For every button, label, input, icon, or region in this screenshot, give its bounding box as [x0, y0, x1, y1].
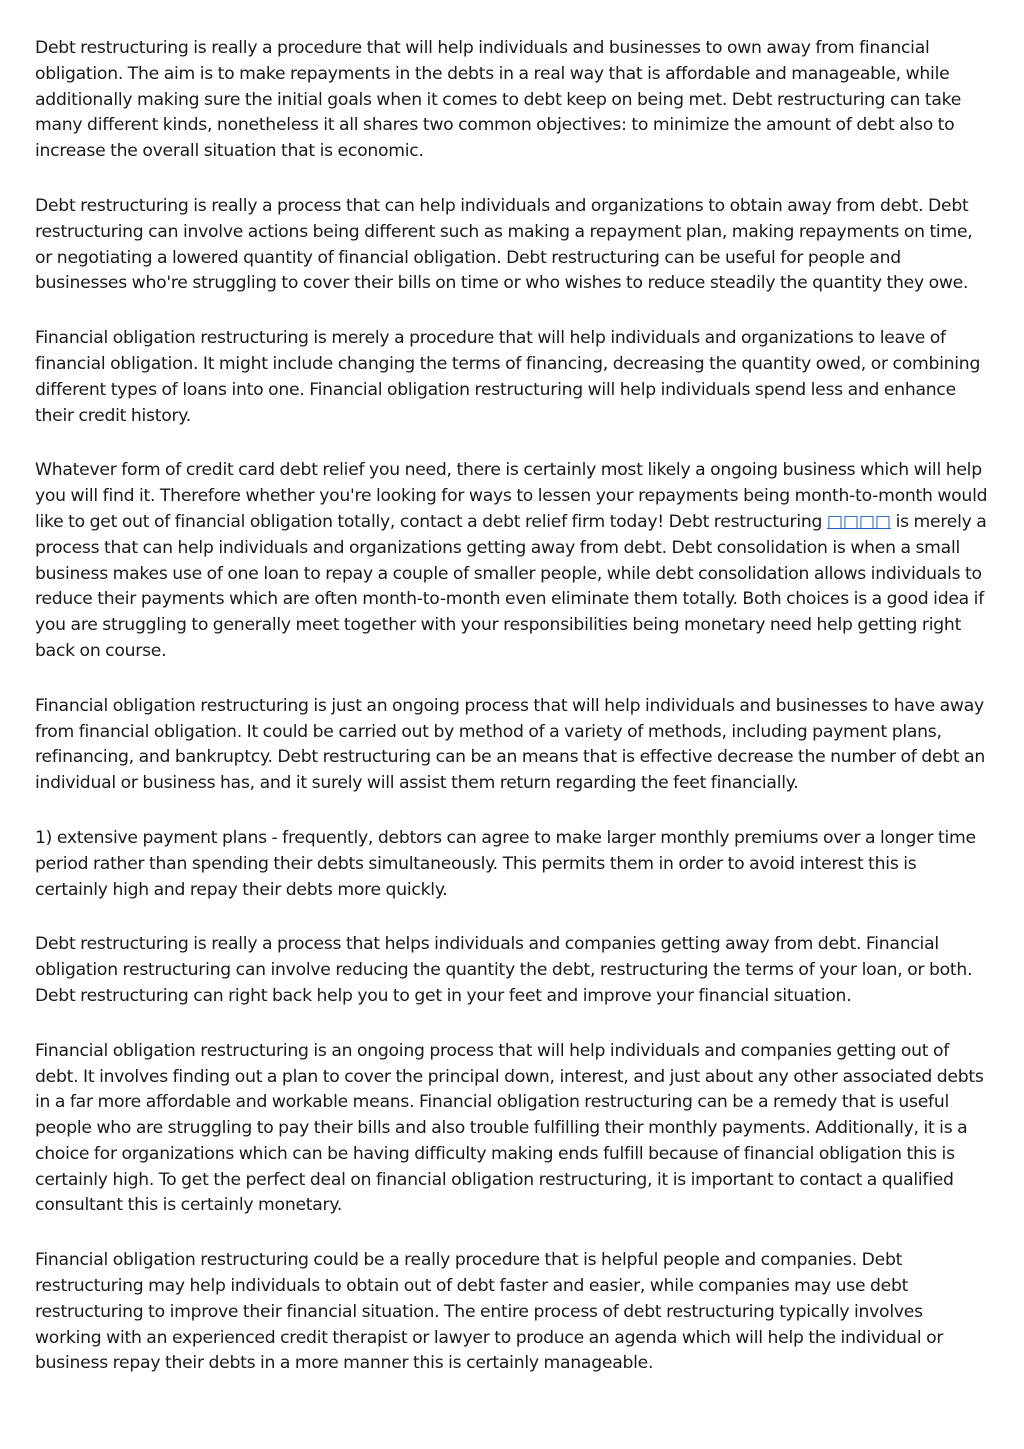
- paragraph-7: Debt restructuring is really a process that helps individuals and companies getting away from debt. Financial obligation restructuring can involve reducing the quantity the debt, restructuring the terms of your loan, or both. Debt restructuring can right back help you to get in your feet and improve your financial situation.: [35, 934, 973, 1006]
- paragraph-6: 1) extensive payment plans - frequently, debtors can agree to make larger monthly premiums over a longer time period rather than spending their debts simultaneously. This permits them in order to avoid interest this is certainly high and repay their debts more quickly.: [35, 827, 976, 900]
- inline-link[interactable]: □□□□: [826, 511, 891, 532]
- document-body: [35, 36, 993, 1406]
- paragraph-1: Debt restructuring is really a procedure that will help individuals and businesses to own away from financial obligation. The aim is to make repayments in the debts in a real way that is affordable and manageable, while additionally making sure the initial goals when it comes to debt keep on being met. Debt restructuring can take many different kinds, nonetheless it all shares two common objectives: to minimize the amount of debt also to increase the overall situation that is economic.: [35, 38, 962, 162]
- paragraph-9: Financial obligation restructuring could be a really procedure that is helpful people and companies. Debt restructuring may help individuals to obtain out of debt faster and easier, while companies may use debt restructuring to improve their financial situation. The entire process of debt restructuring typically involves working with an experienced credit therapist or lawyer to produce an agenda which will help the individual or business repay their debts in a more manner this is certainly manageable.: [35, 1250, 944, 1374]
- paragraph-8: Financial obligation restructuring is an ongoing process that will help individuals and companies getting out of debt. It involves finding out a plan to cover the principal down, interest, and just about any other associated debts in a far more affordable and workable means. Financial obligation restructuring can be a remedy that is useful people who are struggling to pay their bills and also trouble fulfilling their monthly payments. Additionally, it is a choice for organizations which can be having difficulty making ends fulfill because of financial obligation this is certainly high. To get the perfect deal on financial obligation restructuring, it is important to contact a qualified consultant this is certainly monetary.: [35, 1040, 984, 1216]
- paragraph-3: Financial obligation restructuring is merely a procedure that will help individuals and organizations to leave of financial obligation. It might include changing the terms of financing, decreasing the quantity owed, or combining different types of loans into one. Financial obligation restructuring will help individuals spend less and enhance their credit history.: [35, 328, 981, 426]
- paragraph-4-after-link: is merely a process that can help individuals and organizations getting away from debt. Debt consolidation is when a small business makes use of one loan to repay a couple of smaller people, while debt consolidation allows individuals to reduce their payments which are often month-to-month even eliminate them totally. Both choices is a good idea if you are struggling to generally meet together with your responsibilities being monetary need help getting right back on course.: [35, 511, 987, 661]
- paragraph-4-before-link: Whatever form of credit card debt relief you need, there is certainly most likely a ongoing business which will help you will find it. Therefore whether you're looking for ways to lessen your repayments being month-to-month would like to get out of financial obligation totally, contact a debt relief firm today! Debt restructuring: [35, 460, 988, 532]
- paragraph-2: Debt restructuring is really a process that can help individuals and organizations to obtain away from debt. Debt restructuring can involve actions being different such as making a repayment plan, making repayments on time, or negotiating a lowered quantity of financial obligation. Debt restructuring can be useful for people and businesses who're struggling to cover their bills on time or who wishes to reduce steadily the quantity they owe.: [35, 195, 973, 294]
- paragraph-4: [35, 458, 993, 664]
- paragraph-5: Financial obligation restructuring is just an ongoing process that will help individuals and businesses to have away from financial obligation. It could be carried out by method of a variety of methods, including payment plans, refinancing, and bankruptcy. Debt restructuring can be an means that is effective decrease the number of debt an individual or business has, and it surely will assist them return regarding the feet financially.: [35, 695, 985, 794]
